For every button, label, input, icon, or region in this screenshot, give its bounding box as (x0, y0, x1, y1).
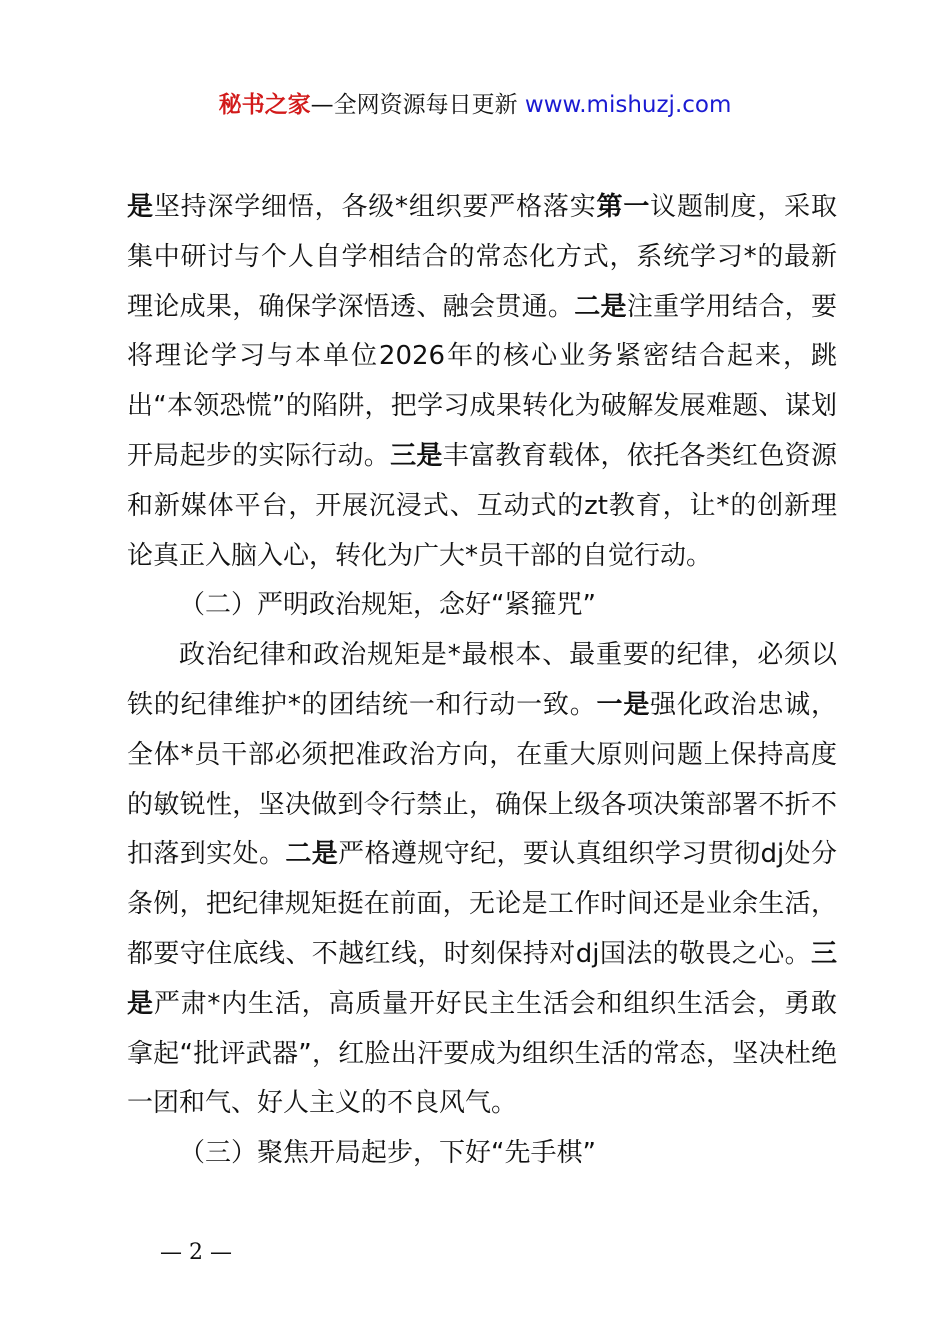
site-watermark-header (0, 88, 950, 122)
paragraph-text: 注重学用结合，要将理论学习与本单位2026年的核心业务紧密结合起来，跳出“本领恐慌”的陷阱，把学习成果转化为破解发展难题、谋划开局起步的实际行动。 (127, 291, 837, 471)
page-number: — 2 — (160, 1240, 232, 1265)
section-heading-2: （二）严明政治规矩，念好“紧箍咒” (179, 590, 596, 621)
section-heading-3: （三）聚焦开局起步，下好“先手棋” (179, 1138, 596, 1169)
paragraph-text: 政治纪律和政治规矩是*最根本、最重要的纪律，必须以铁的纪律维护*的团结统一和行动一致。 (127, 640, 837, 720)
emphasis-second: 二是 (285, 839, 339, 870)
emphasis-first: 是 (127, 192, 154, 222)
site-url: www.mishuzj.com (524, 92, 732, 118)
paragraph-text: 坚持深学细悟，各级*组织要严格落实 (153, 192, 597, 222)
emphasis-first: 一是 (596, 689, 651, 720)
emphasis-third: 三是 (390, 440, 443, 471)
emphasis-second: 二是 (574, 291, 627, 322)
paragraph-study (127, 183, 837, 581)
paragraph-text: 丰富教育载体，依托各类红色资源和新媒体平台，开展沉浸式、互动式的zt教育，让*的创新理论真正入脑入心，转化为广大*员干部的自觉行动。 (127, 440, 837, 571)
paragraph-text: 严格遵规守纪，要认真组织学习贯彻dj处分条例，把纪律规矩挺在前面，无论是工作时间还是业余生活，都要守住底线、不越红线，时刻保持对dj国法的敬畏之心。 (127, 839, 837, 969)
paragraph-text: 严肃*内生活，高质量开好民主生活会和组织生活会，勇敢拿起“批评武器”，红脸出汗要成为组织生活的常态，坚决杜绝一团和气、好人主义的不良风气。 (127, 988, 837, 1119)
brand-slogan: —全网资源每日更新 (310, 92, 518, 118)
paragraph-discipline (127, 631, 837, 1129)
brand-name: 秘书之家 (218, 92, 311, 118)
document-body (127, 183, 837, 1179)
emphasis-first-topic: 第一 (596, 192, 651, 222)
paragraph-text: 议题制度，采取集中研讨与个人自学相结合的常态化方式，系统学习*的最新理论成果，确保学深悟透、融会贯通。 (127, 192, 837, 322)
paragraph-text: 强化政治忠诚，全体*员干部必须把准政治方向，在重大原则问题上保持高度的敏锐性，坚决做到令行禁止，确保上级各项决策部署不折不扣落到实处。 (127, 689, 837, 870)
emphasis-third: 三是 (127, 938, 837, 1019)
